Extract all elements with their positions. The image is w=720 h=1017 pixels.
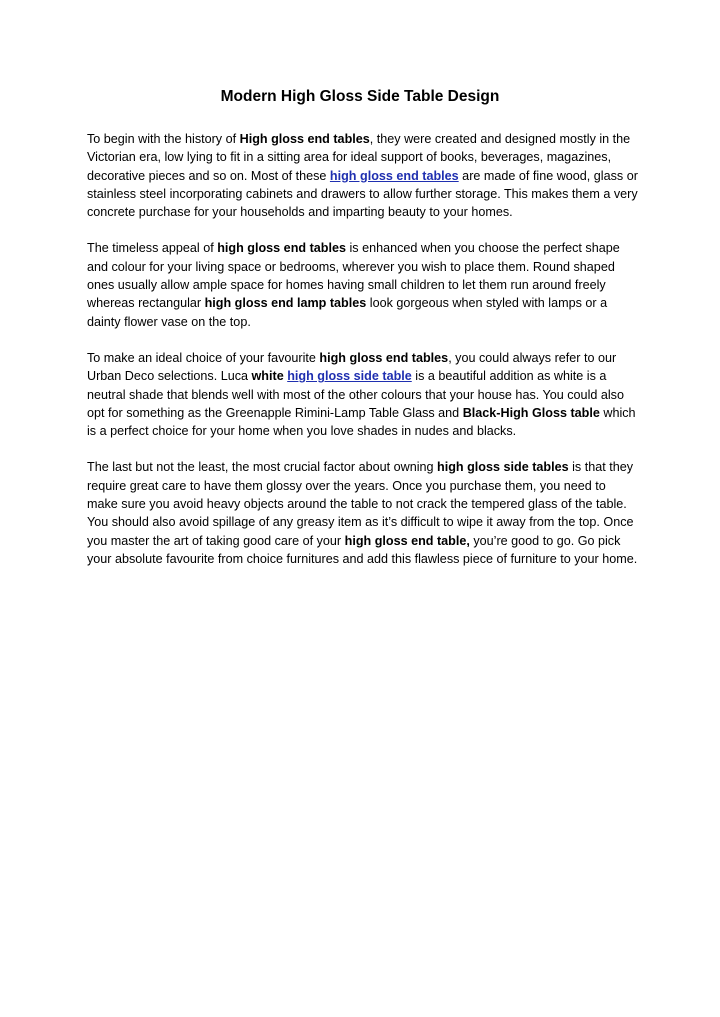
text-run: , they were created and designed mostly in the Victorian era, low lying to fit in a sitting area for ideal support of books, beverages, magazines, decorative pieces and so on. Most of these [87, 132, 631, 183]
paragraph-ideal-choice [87, 349, 639, 440]
bold-keyword: white [251, 369, 284, 384]
bold-keyword: high gloss end tables [319, 350, 449, 365]
link-high-gloss-end-tables[interactable]: high gloss end tables [329, 168, 459, 183]
text-run: , you could always refer to our Urban Deco selections. Luca [87, 350, 617, 384]
bold-keyword: high gloss side tables [437, 460, 569, 475]
document-body [87, 130, 639, 586]
paragraph-care [87, 458, 639, 568]
text-run: which is a perfect choice for your home when you love shades in nudes and blacks. [87, 405, 636, 439]
link-high-gloss-side-table[interactable]: high gloss side table [287, 369, 412, 384]
text-run: are made of fine wood, glass or stainless steel incorporating cabinets and drawers to allow further storage. This makes them a very concrete purchase for your households and imparting beauty to your homes. [87, 168, 638, 220]
bold-keyword: Black-High Gloss table [462, 405, 600, 420]
bold-keyword: high gloss end lamp tables [204, 296, 367, 311]
text-run: look gorgeous when styled with lamps or a dainty flower vase on the top. [87, 296, 608, 329]
text-run: To begin with the history of [87, 132, 240, 146]
text-run: To make an ideal choice of your favourite [87, 350, 320, 365]
text-run: The last but not the least, the most crucial factor about owning [87, 460, 438, 475]
paragraph-history [87, 130, 639, 221]
text-run: is a beautiful addition as white is a neutral shade that blends well with most of the other colours that your house has. You could also opt for something as the Greenapple Rimini-Lamp Table Glass and [87, 369, 624, 420]
text-run: is that they require great care to have them glossy over the years. Once you purchase them, you need to make sure you avoid heavy objects around the table to not crack the tempered glass of the table. You should also avoid spillage of any greasy item as it’s difficult to wipe it away from the top. Once you master the art of taking good care of your [87, 460, 634, 548]
bold-keyword: high gloss end tables [217, 241, 346, 256]
bold-keyword: High gloss end tables [239, 132, 370, 146]
text-run: The timeless appeal of [87, 241, 218, 256]
page-title: Modern High Gloss Side Table Design [220, 88, 500, 105]
paragraph-timeless-appeal [87, 239, 639, 330]
bold-keyword: high gloss end table, [344, 533, 470, 548]
text-run: you’re good to go. Go pick your absolute favourite from choice furnitures and add this flawless piece of furniture to your home. [87, 533, 638, 566]
text-run: is enhanced when you choose the perfect shape and colour for your living space or bedrooms, wherever you wish to place them. Round shaped ones usually allow ample space for homes having small children to let them run around freely whereas rectangular [87, 241, 620, 311]
